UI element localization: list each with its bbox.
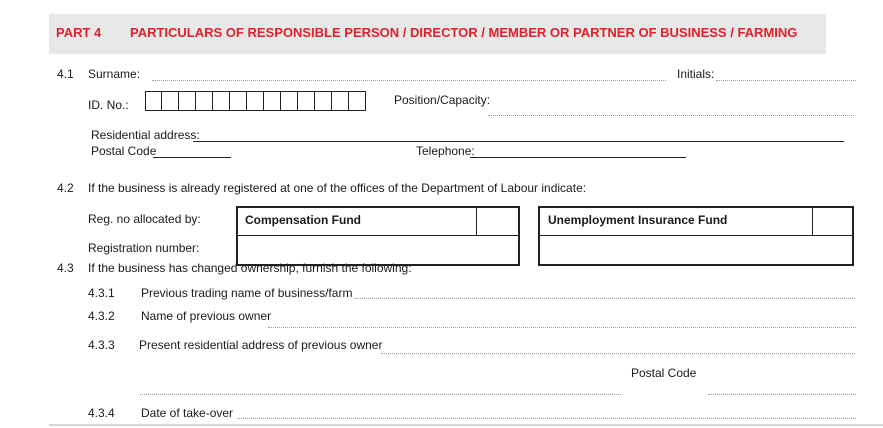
id-number-digit-box[interactable] [179,91,196,111]
reg-no-allocated-label: Reg. no allocated by: [88,212,201,226]
previous-trading-name-label: Previous trading name of business/farm [141,286,353,300]
surname-field[interactable] [152,80,666,81]
id-number-digit-box[interactable] [332,91,349,111]
item-4-3-1-number: 4.3.1 [88,286,115,300]
telephone-field[interactable] [470,157,686,158]
date-of-take-over-field[interactable] [237,418,856,419]
id-number-digit-box[interactable] [264,91,281,111]
section-4-2-number: 4.2 [57,181,74,195]
id-number-digit-box[interactable] [281,91,298,111]
id-number-boxes[interactable] [145,91,366,111]
position-capacity-field[interactable] [488,115,854,116]
item-4-3-3-number: 4.3.3 [88,338,115,352]
compensation-fund-label: Compensation Fund [245,213,361,227]
previous-owner-name-label: Name of previous owner [141,309,272,323]
id-number-digit-box[interactable] [349,91,366,111]
part-title: PARTICULARS OF RESPONSIBLE PERSON / DIRECTOR / MEMBER OR PARTNER OF BUSINESS / FARMING [130,25,798,40]
id-number-digit-box[interactable] [162,91,179,111]
id-number-digit-box[interactable] [298,91,315,111]
uif-label: Unemployment Insurance Fund [548,213,728,227]
uif-divider [540,235,852,236]
residential-address-label: Residential address: [91,128,200,142]
page-bottom-rule [49,424,883,426]
id-number-digit-box[interactable] [247,91,264,111]
postal-code-field[interactable] [153,157,231,158]
id-number-label: ID. No.: [88,98,129,112]
previous-owner-name-field[interactable] [268,327,856,328]
uif-check-divider [812,208,813,235]
previous-trading-name-field[interactable] [355,298,855,299]
section-4-1-number: 4.1 [57,67,74,81]
compensation-fund-divider [238,235,518,236]
previous-owner-postal-code-field[interactable] [708,394,856,395]
section-4-3-number: 4.3 [57,261,74,275]
part-number: PART 4 [56,25,102,40]
item-4-3-4-number: 4.3.4 [88,406,115,420]
previous-owner-address-field[interactable] [381,353,855,354]
id-number-digit-box[interactable] [145,91,162,111]
id-number-digit-box[interactable] [213,91,230,111]
previous-owner-address-line2[interactable] [140,394,621,395]
telephone-label: Telephone: [416,144,475,158]
item-4-3-2-number: 4.3.2 [88,309,115,323]
surname-label: Surname: [88,67,141,81]
previous-owner-postal-code-label: Postal Code [631,366,697,380]
compensation-fund-check-divider [476,208,477,235]
residential-address-field[interactable] [193,141,844,142]
id-number-digit-box[interactable] [315,91,332,111]
position-capacity-label: Position/Capacity: [394,93,491,107]
initials-field[interactable] [716,80,856,81]
id-number-digit-box[interactable] [230,91,247,111]
id-number-digit-box[interactable] [196,91,213,111]
postal-code-label: Postal Code [91,144,157,158]
registration-number-label: Registration number: [88,241,200,255]
initials-label: Initials: [677,67,715,81]
date-of-take-over-label: Date of take-over [141,406,234,420]
section-4-3-text: If the business has changed ownership, furnish the following: [88,261,412,275]
section-4-2-text: If the business is already registered at one of the offices of the Department of Labour indicate: [88,181,587,195]
previous-owner-address-label: Present residential address of previous owner [139,338,383,352]
